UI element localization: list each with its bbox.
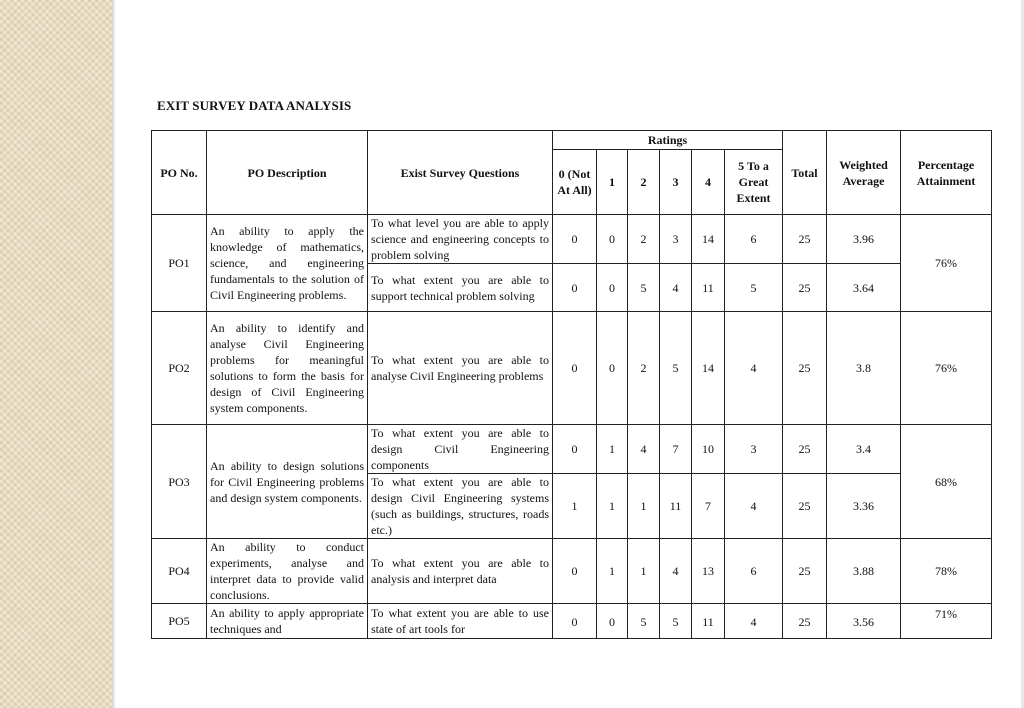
po-description: An ability to apply the knowledge of mathematics, science, and engineering fundamentals to the solution of Civil Engineering problems. bbox=[207, 215, 368, 312]
header-rating-3: 3 bbox=[660, 150, 692, 215]
header-survey-questions: Exist Survey Questions bbox=[368, 131, 553, 215]
po-description: An ability to design solutions for Civil Engineering problems and design system components. bbox=[207, 425, 368, 539]
rating-3-count: 5 bbox=[660, 312, 692, 425]
rating-4-count: 7 bbox=[692, 474, 725, 539]
header-po-description: PO Description bbox=[207, 131, 368, 215]
header-po-no: PO No. bbox=[152, 131, 207, 215]
rating-5-count: 6 bbox=[725, 215, 783, 264]
po-number: PO4 bbox=[152, 539, 207, 604]
rating-1-count: 0 bbox=[597, 604, 628, 639]
survey-question: To what level you are able to apply science and engineering concepts to problem solving bbox=[368, 215, 553, 264]
rating-4-count: 14 bbox=[692, 312, 725, 425]
total-count: 25 bbox=[783, 215, 827, 264]
percentage-attainment: 71% bbox=[901, 604, 992, 639]
rating-2-count: 1 bbox=[628, 539, 660, 604]
rating-1-count: 1 bbox=[597, 474, 628, 539]
total-count: 25 bbox=[783, 264, 827, 312]
percentage-attainment: 76% bbox=[901, 215, 992, 312]
rating-3-count: 4 bbox=[660, 264, 692, 312]
exit-survey-table bbox=[151, 130, 992, 639]
rating-4-count: 14 bbox=[692, 215, 725, 264]
total-count: 25 bbox=[783, 474, 827, 539]
rating-0-count: 0 bbox=[553, 604, 597, 639]
percentage-attainment: 76% bbox=[901, 312, 992, 425]
rating-0-count: 0 bbox=[553, 264, 597, 312]
survey-question: To what extent you are able to design Civil Engineering components bbox=[368, 425, 553, 474]
rating-5-count: 3 bbox=[725, 425, 783, 474]
rating-3-count: 11 bbox=[660, 474, 692, 539]
rating-1-count: 0 bbox=[597, 312, 628, 425]
decorative-side-strip bbox=[0, 0, 112, 708]
po-number: PO2 bbox=[152, 312, 207, 425]
rating-1-count: 0 bbox=[597, 215, 628, 264]
rating-5-count: 4 bbox=[725, 474, 783, 539]
header-total: Total bbox=[783, 131, 827, 215]
po-description: An ability to conduct experiments, analyse and interpret data to provide valid conclusions. bbox=[207, 539, 368, 604]
rating-0-count: 0 bbox=[553, 215, 597, 264]
rating-1-count: 0 bbox=[597, 264, 628, 312]
header-rating-1: 1 bbox=[597, 150, 628, 215]
survey-question: To what extent you are able to analysis and interpret data bbox=[368, 539, 553, 604]
header-rating-0: 0 (Not At All) bbox=[553, 150, 597, 215]
rating-5-count: 4 bbox=[725, 312, 783, 425]
rating-4-count: 13 bbox=[692, 539, 725, 604]
rating-0-count: 0 bbox=[553, 425, 597, 474]
weighted-average: 3.36 bbox=[827, 474, 901, 539]
survey-question: To what extent you are able to analyse Civil Engineering problems bbox=[368, 312, 553, 425]
rating-4-count: 11 bbox=[692, 604, 725, 639]
rating-1-count: 1 bbox=[597, 425, 628, 474]
rating-0-count: 1 bbox=[553, 474, 597, 539]
rating-2-count: 1 bbox=[628, 474, 660, 539]
po-number: PO1 bbox=[152, 215, 207, 312]
page-shadow bbox=[112, 0, 116, 708]
table-row bbox=[152, 425, 992, 474]
weighted-average: 3.64 bbox=[827, 264, 901, 312]
table-row bbox=[152, 604, 992, 639]
weighted-average: 3.96 bbox=[827, 215, 901, 264]
rating-3-count: 4 bbox=[660, 539, 692, 604]
rating-5-count: 6 bbox=[725, 539, 783, 604]
total-count: 25 bbox=[783, 539, 827, 604]
percentage-attainment: 68% bbox=[901, 425, 992, 539]
po-number: PO5 bbox=[152, 604, 207, 639]
po-description: An ability to apply appropriate techniques and bbox=[207, 604, 368, 639]
survey-question: To what extent you are able to use state of art tools for bbox=[368, 604, 553, 639]
po-number: PO3 bbox=[152, 425, 207, 539]
rating-1-count: 1 bbox=[597, 539, 628, 604]
weighted-average: 3.8 bbox=[827, 312, 901, 425]
header-rating-5: 5 To a Great Extent bbox=[725, 150, 783, 215]
header-percentage-attainment: Percentage Attainment bbox=[901, 131, 992, 215]
total-count: 25 bbox=[783, 604, 827, 639]
header-rating-2: 2 bbox=[628, 150, 660, 215]
header-ratings: Ratings bbox=[553, 131, 783, 150]
po-description: An ability to identify and analyse Civil Engineering problems for meaningful solutions to form the basis for design of Civil Engineering system components. bbox=[207, 312, 368, 425]
rating-5-count: 5 bbox=[725, 264, 783, 312]
table-row bbox=[152, 215, 992, 264]
total-count: 25 bbox=[783, 425, 827, 474]
survey-question: To what extent you are able to support technical problem solving bbox=[368, 264, 553, 312]
weighted-average: 3.88 bbox=[827, 539, 901, 604]
rating-3-count: 7 bbox=[660, 425, 692, 474]
rating-3-count: 3 bbox=[660, 215, 692, 264]
rating-2-count: 5 bbox=[628, 264, 660, 312]
header-rating-4: 4 bbox=[692, 150, 725, 215]
header-weighted-average: Weighted Average bbox=[827, 131, 901, 215]
table-row bbox=[152, 539, 992, 604]
rating-4-count: 10 bbox=[692, 425, 725, 474]
rating-4-count: 11 bbox=[692, 264, 725, 312]
rating-2-count: 2 bbox=[628, 215, 660, 264]
total-count: 25 bbox=[783, 312, 827, 425]
rating-2-count: 4 bbox=[628, 425, 660, 474]
weighted-average: 3.4 bbox=[827, 425, 901, 474]
rating-3-count: 5 bbox=[660, 604, 692, 639]
weighted-average: 3.56 bbox=[827, 604, 901, 639]
table-row bbox=[152, 312, 992, 425]
rating-0-count: 0 bbox=[553, 312, 597, 425]
survey-question: To what extent you are able to design Civil Engineering systems (such as buildings, structures, roads etc.) bbox=[368, 474, 553, 539]
rating-2-count: 5 bbox=[628, 604, 660, 639]
percentage-attainment: 78% bbox=[901, 539, 992, 604]
page-title: EXIT SURVEY DATA ANALYSIS bbox=[157, 98, 352, 113]
rating-5-count: 4 bbox=[725, 604, 783, 639]
rating-2-count: 2 bbox=[628, 312, 660, 425]
rating-0-count: 0 bbox=[553, 539, 597, 604]
